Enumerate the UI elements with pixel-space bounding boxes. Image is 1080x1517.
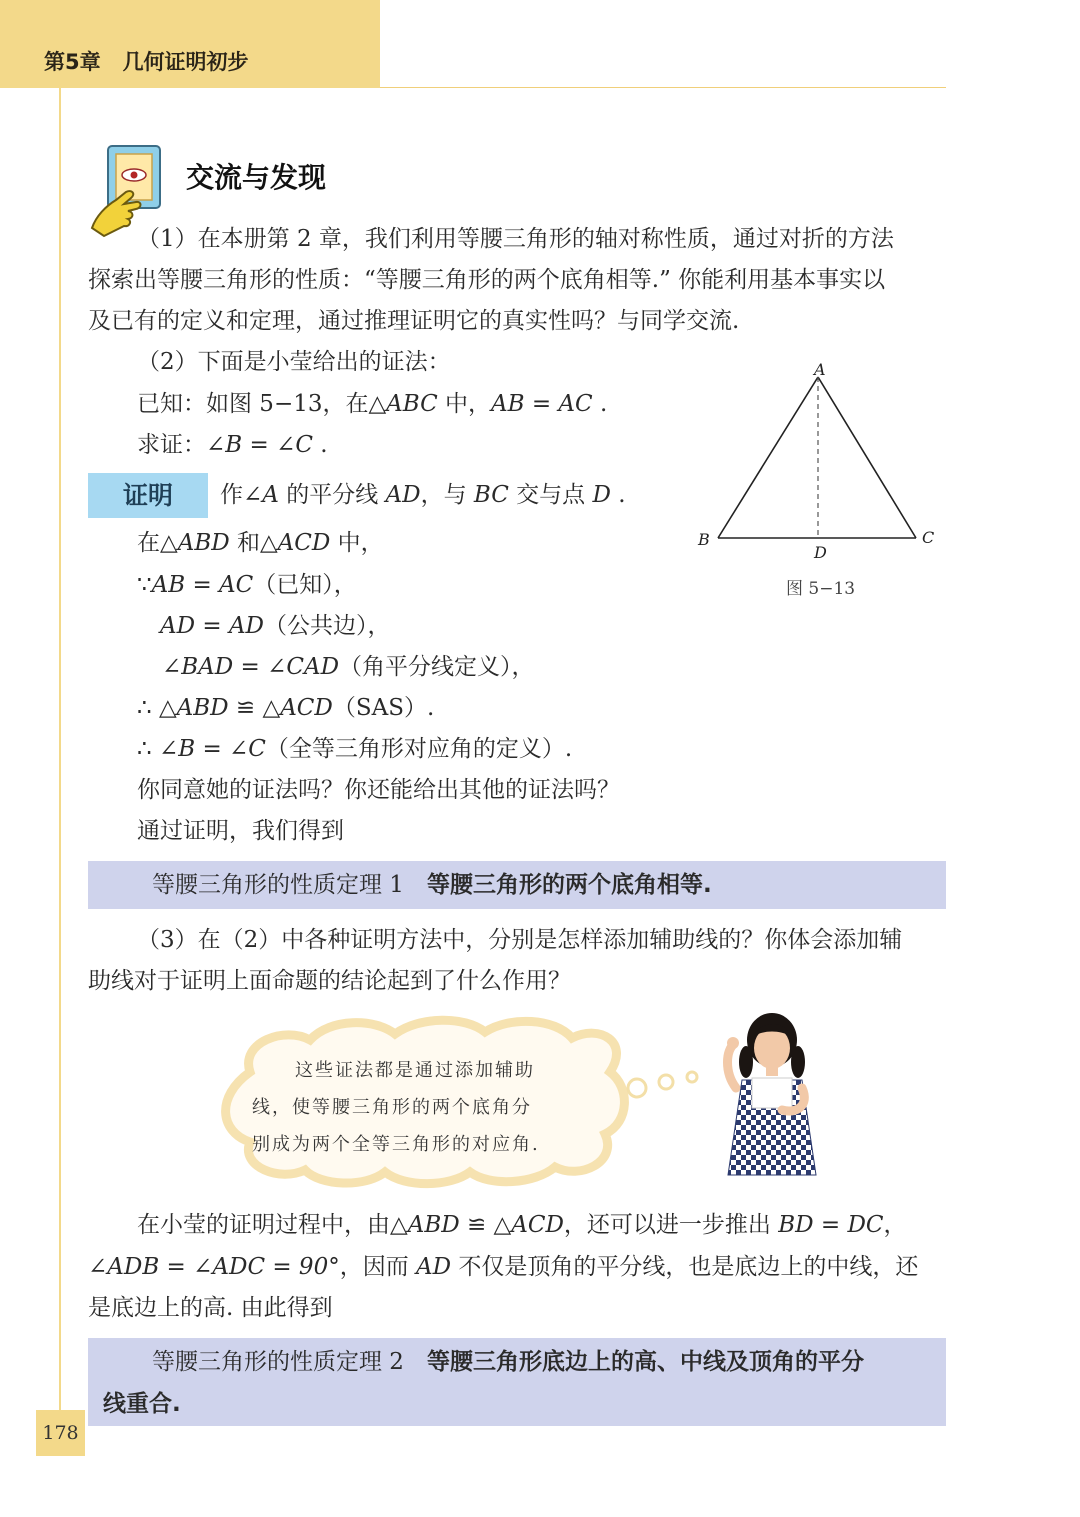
text: （角平分线定义）， <box>339 654 535 680</box>
text: ， <box>883 1212 907 1238</box>
math: ∠BAD = ∠CAD <box>162 654 340 680</box>
section-title: 交流与发现 <box>186 161 327 194</box>
page-number: 178 <box>42 1422 79 1444</box>
para3-line1: （3）在（2）中各种证明方法中，分别是怎样添加辅助线的？你体会添加辅 <box>137 927 903 953</box>
math: ABD <box>176 695 229 721</box>
text: 中， <box>330 530 384 556</box>
text: ≌ △ <box>459 1212 512 1238</box>
vertex-label-b: B <box>698 530 710 549</box>
text: . <box>610 482 626 508</box>
vertex-label-c: C <box>922 528 935 547</box>
text: 在小莹的证明过程中，由△ <box>137 1212 408 1238</box>
text: 的平分线 <box>278 482 386 508</box>
text: 和△ <box>229 530 278 556</box>
result-intro: 通过证明，我们得到 <box>137 818 344 844</box>
text: ，与 <box>420 482 474 508</box>
text: 不仅是顶角的平分线，也是底边上的中线，还 <box>451 1254 919 1280</box>
side-ac <box>818 377 916 538</box>
text: ≌ △ <box>228 695 281 721</box>
math: ABD <box>407 1212 460 1238</box>
proof-step-triangles <box>137 527 384 559</box>
para4-line2 <box>88 1251 918 1283</box>
math: ACD <box>511 1212 564 1238</box>
vertex-label-a: A <box>814 360 826 379</box>
proof-step-angles <box>162 651 535 683</box>
math: AD = AD <box>160 613 264 639</box>
text: ，还可以进一步推出 <box>563 1212 779 1238</box>
math: D <box>592 482 611 508</box>
theorem2-line1 <box>152 1346 864 1378</box>
math: ACD <box>277 530 331 556</box>
text: ∴ △ <box>137 695 177 721</box>
question-line: 你同意她的证法吗？你还能给出其他的证法吗？ <box>137 777 620 803</box>
math: AB = AC <box>151 572 254 598</box>
para3-line2: 助线对于证明上面命题的结论起到了什么作用？ <box>88 968 571 994</box>
given-equation: AB = AC <box>491 391 593 417</box>
para1-line2: 探索出等腰三角形的性质：“等腰三角形的两个底角相等.” 你能利用基本事实以 <box>88 267 886 293</box>
bubble-line2: 线，使等腰三角形的两个底角分 <box>252 1097 532 1118</box>
text: （已知）， <box>253 572 357 598</box>
math: AD <box>385 482 421 508</box>
para2-intro: （2）下面是小莹给出的证法： <box>137 349 451 375</box>
header-rule <box>380 87 946 88</box>
theorem1-name: 等腰三角形的性质定理 1 <box>152 872 404 898</box>
text: ∵ <box>137 572 152 598</box>
para4-line3: 是底边上的高. 由此得到 <box>88 1295 333 1321</box>
prove-end: . <box>312 432 328 458</box>
math: ∠ADB = ∠ADC = 90° <box>88 1254 340 1280</box>
para1-line3: 及已有的定义和定理，通过推理证明它的真实性吗？与同学交流. <box>88 308 740 334</box>
text: ，因而 <box>339 1254 417 1280</box>
math: BC <box>473 482 509 508</box>
bubble-line3: 别成为两个全等三角形的对应角. <box>252 1134 540 1155</box>
para4-line1 <box>137 1209 907 1241</box>
proof-step-construct <box>220 479 626 511</box>
theorem1 <box>152 869 712 901</box>
para1-line1: （1）在本册第 2 章，我们利用等腰三角形的轴对称性质，通过对折的方法 <box>137 226 894 252</box>
proof-label: 证明 <box>122 481 173 510</box>
text: （全等三角形对应角的定义）. <box>265 736 573 762</box>
math: BD = DC <box>778 1212 884 1238</box>
margin-line <box>59 88 61 1448</box>
text: ∴ <box>137 736 159 762</box>
bubble-line1: 这些证法都是通过添加辅助 <box>295 1060 535 1081</box>
text: 交与点 <box>508 482 593 508</box>
prove-statement <box>137 429 328 461</box>
chapter-header <box>44 46 249 76</box>
proof-step-congruent <box>137 692 434 724</box>
theorem2-name: 等腰三角形的性质定理 2 <box>152 1349 404 1375</box>
given-prefix: 已知：如图 5−13，在△ <box>137 391 387 417</box>
math: ACD <box>280 695 333 721</box>
math: ∠B = ∠C <box>158 736 266 762</box>
proof-step-conclusion <box>137 733 572 765</box>
side-ab <box>718 377 818 538</box>
cloud-bubble-1 <box>628 1079 646 1097</box>
given-statement <box>137 388 607 420</box>
proof-step-ab-ac <box>137 569 357 601</box>
text: （公共边）， <box>264 613 391 639</box>
girl-illustration <box>716 1010 826 1190</box>
text: （SAS）. <box>332 695 435 721</box>
proof-step-ad-ad <box>160 610 391 642</box>
math: ABD <box>177 530 230 556</box>
text: 在△ <box>137 530 178 556</box>
math: AD <box>416 1254 452 1280</box>
given-mid: 中， <box>437 391 492 417</box>
cloud-bubble-3 <box>687 1072 697 1082</box>
prove-prefix: 求证： <box>137 432 206 458</box>
chapter-number: 第5章 <box>44 50 101 74</box>
theorem1-statement: 等腰三角形的两个底角相等. <box>426 872 712 898</box>
cloud-bubble-2 <box>659 1075 673 1089</box>
given-end: . <box>592 391 608 417</box>
triangle-figure <box>690 355 950 565</box>
chapter-title: 几何证明初步 <box>122 50 249 74</box>
text: 作∠ <box>220 482 263 508</box>
math: A <box>262 482 279 508</box>
prove-equation: ∠B = ∠C <box>206 432 313 458</box>
theorem2-statement: 等腰三角形底边上的高、中线及顶角的平分 <box>426 1349 864 1375</box>
figure-caption: 图 5−13 <box>786 579 856 599</box>
point-label-d: D <box>814 543 827 562</box>
theorem2-line2: 线重合. <box>103 1391 181 1417</box>
given-triangle: ABC <box>386 391 438 417</box>
